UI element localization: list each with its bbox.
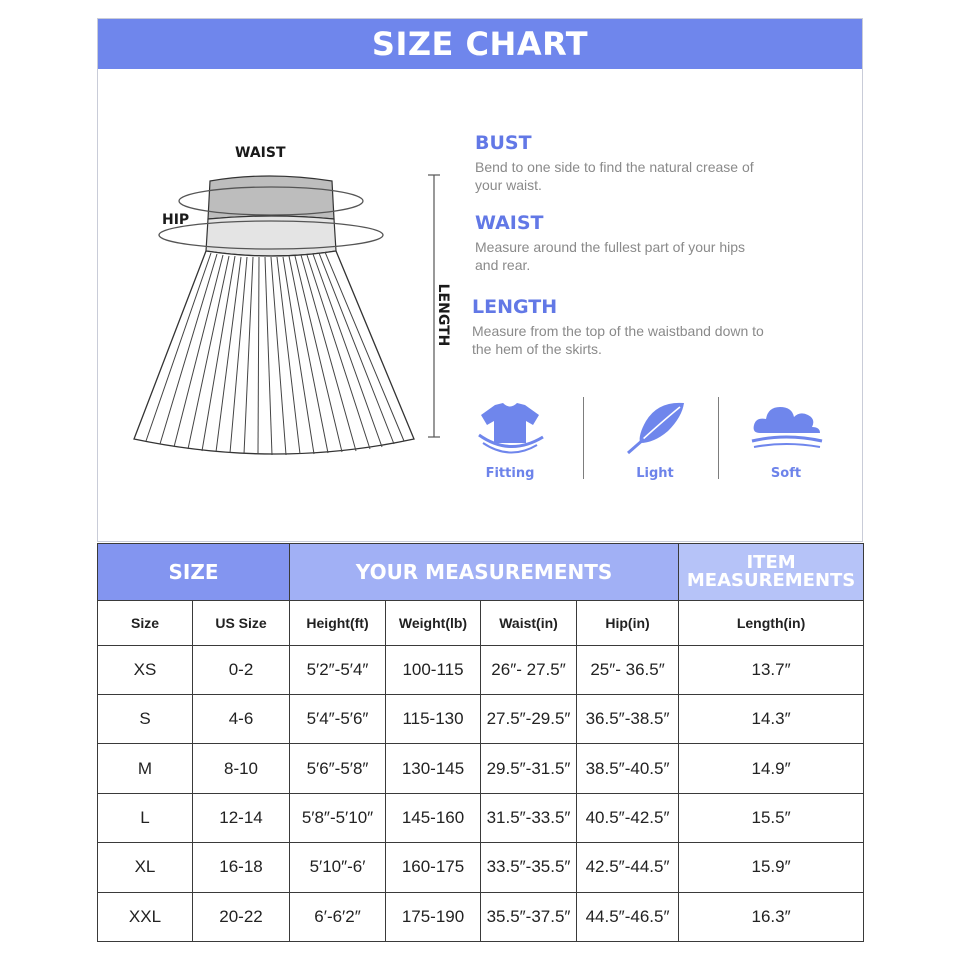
tshirt-icon bbox=[473, 399, 547, 457]
table-row bbox=[98, 695, 864, 744]
measure-desc-line: Measure around the fullest part of your hips bbox=[475, 239, 746, 255]
table-column-header bbox=[98, 601, 864, 645]
table-cell: 26″- 27.5″ bbox=[481, 645, 577, 694]
cloud-icon bbox=[746, 399, 826, 457]
feature-label: Fitting bbox=[485, 466, 535, 481]
table-cell: 44.5″-46.5″ bbox=[577, 892, 679, 941]
your-measurements-header: YOUR MEASUREMENTS bbox=[290, 544, 679, 601]
table-cell: 0-2 bbox=[193, 645, 290, 694]
feature-label: Soft bbox=[770, 466, 802, 481]
table-cell: 27.5″-29.5″ bbox=[481, 695, 577, 744]
measure-waist bbox=[475, 212, 815, 274]
column-header: Height(ft) bbox=[290, 601, 386, 645]
table-cell: 115-130 bbox=[386, 695, 481, 744]
table-cell: 15.5″ bbox=[679, 793, 864, 842]
table-cell: XS bbox=[98, 645, 193, 694]
table-row bbox=[98, 793, 864, 842]
table-cell: 6′-6′2″ bbox=[290, 892, 386, 941]
page-title: SIZE CHART bbox=[98, 19, 862, 69]
table-row bbox=[98, 744, 864, 793]
table-cell: 5′6″-5′8″ bbox=[290, 744, 386, 793]
table-cell: 5′8″-5′10″ bbox=[290, 793, 386, 842]
skirt-illustration bbox=[116, 169, 446, 459]
feature-label: Light bbox=[636, 466, 674, 481]
measure-title: BUST bbox=[475, 132, 532, 154]
feature-divider bbox=[583, 397, 584, 479]
table-row bbox=[98, 892, 864, 941]
length-label: LENGTH bbox=[435, 283, 451, 347]
measure-desc-line: and rear. bbox=[475, 257, 531, 273]
size-group-header: SIZE bbox=[98, 544, 290, 601]
table-cell: M bbox=[98, 744, 193, 793]
feature-divider bbox=[718, 397, 719, 479]
feature-light bbox=[595, 399, 715, 481]
table-row bbox=[98, 843, 864, 892]
table-cell: 31.5″-33.5″ bbox=[481, 793, 577, 842]
item-measurements-header bbox=[679, 544, 864, 601]
measure-title: WAIST bbox=[475, 212, 544, 234]
table-cell: 33.5″-35.5″ bbox=[481, 843, 577, 892]
table-cell: XXL bbox=[98, 892, 193, 941]
table-cell: 42.5″-44.5″ bbox=[577, 843, 679, 892]
table-cell: 5′10″-6′ bbox=[290, 843, 386, 892]
measure-desc-line: your waist. bbox=[475, 177, 542, 193]
table-cell: S bbox=[98, 695, 193, 744]
column-header: Hip(in) bbox=[577, 601, 679, 645]
table-cell: 160-175 bbox=[386, 843, 481, 892]
table-cell: 175-190 bbox=[386, 892, 481, 941]
measure-length bbox=[472, 296, 812, 358]
measure-bust bbox=[475, 132, 815, 194]
table-cell: 14.3″ bbox=[679, 695, 864, 744]
measure-desc bbox=[475, 158, 815, 194]
feature-fitting bbox=[450, 399, 570, 481]
hip-label: HIP bbox=[162, 212, 190, 228]
table-cell: 16-18 bbox=[193, 843, 290, 892]
table-row bbox=[98, 645, 864, 694]
feature-soft bbox=[726, 399, 846, 481]
table-cell: 15.9″ bbox=[679, 843, 864, 892]
measure-desc-line: Bend to one side to find the natural crease of bbox=[475, 159, 754, 175]
item-header-line: ITEM bbox=[746, 552, 796, 574]
measure-desc-line: Measure from the top of the waistband down to bbox=[472, 323, 764, 339]
table-cell: 29.5″-31.5″ bbox=[481, 744, 577, 793]
waist-label: WAIST bbox=[235, 145, 286, 161]
table-cell: 4-6 bbox=[193, 695, 290, 744]
column-header: US Size bbox=[193, 601, 290, 645]
column-header: Size bbox=[98, 601, 193, 645]
measure-desc bbox=[475, 238, 815, 274]
table-cell: L bbox=[98, 793, 193, 842]
table-cell: 13.7″ bbox=[679, 645, 864, 694]
table-cell: 100-115 bbox=[386, 645, 481, 694]
measure-desc-line: the hem of the skirts. bbox=[472, 341, 602, 357]
table-cell: 14.9″ bbox=[679, 744, 864, 793]
table-cell: 8-10 bbox=[193, 744, 290, 793]
size-table bbox=[97, 543, 864, 942]
table-cell: 5′4″-5′6″ bbox=[290, 695, 386, 744]
measure-title: LENGTH bbox=[472, 296, 558, 318]
table-cell: 20-22 bbox=[193, 892, 290, 941]
table-cell: 36.5″-38.5″ bbox=[577, 695, 679, 744]
table-cell: 25″- 36.5″ bbox=[577, 645, 679, 694]
column-header: Weight(lb) bbox=[386, 601, 481, 645]
item-header-line: MEASUREMENTS bbox=[686, 570, 856, 592]
feather-icon bbox=[618, 399, 692, 457]
table-cell: XL bbox=[98, 843, 193, 892]
column-header: Waist(in) bbox=[481, 601, 577, 645]
table-cell: 38.5″-40.5″ bbox=[577, 744, 679, 793]
table-cell: 16.3″ bbox=[679, 892, 864, 941]
table-cell: 145-160 bbox=[386, 793, 481, 842]
measure-desc bbox=[472, 322, 812, 358]
column-header: Length(in) bbox=[679, 601, 864, 645]
diagram-card bbox=[97, 18, 863, 542]
table-cell: 5′2″-5′4″ bbox=[290, 645, 386, 694]
table-cell: 12-14 bbox=[193, 793, 290, 842]
table-cell: 40.5″-42.5″ bbox=[577, 793, 679, 842]
table-group-header bbox=[98, 544, 864, 601]
table-cell: 35.5″-37.5″ bbox=[481, 892, 577, 941]
table-cell: 130-145 bbox=[386, 744, 481, 793]
